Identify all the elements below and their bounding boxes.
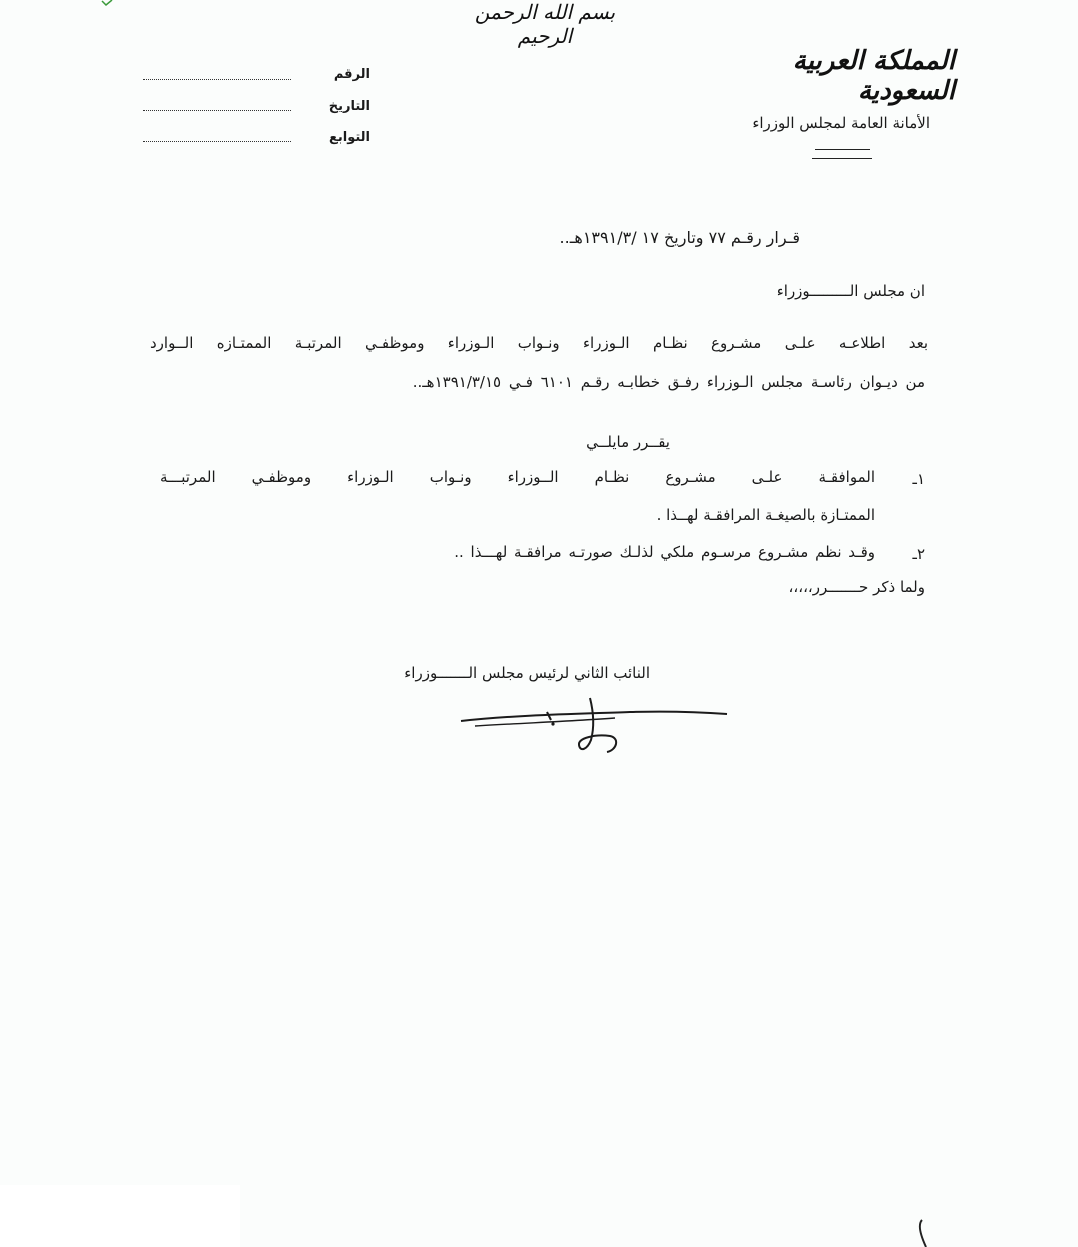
item-2-text: وقـد نظم مشـروع مرسـوم ملكي لذلـك صورتـه مرافقـة لهـــذا ..	[454, 543, 875, 561]
attachments-label: التوابع	[328, 130, 370, 145]
closing-line: ولما ذكر حـــــــرر،،،،،	[788, 578, 925, 596]
basmala-header: بسم الله الرحمن الرحيم	[474, 0, 616, 48]
signatory-title: النائب الثاني لرئيس مجلس الـــــــوزراء	[404, 664, 650, 682]
secretariat-title: الأمانة العامة لمجلس الوزراء	[752, 114, 930, 132]
preamble-line-2: من ديـوان رئاسـة مجلس الـوزراء رفـق خطابـه رقـم ٦١٠١ فـي ١٣٩١/٣/١٥هـ..	[412, 373, 925, 391]
preamble-line-1: بعد اطلاعـه علـى مشـروع نظـام الـوزراء ونـواب الـوزراء وموظفـي المرتبـة الممتـازه الــوارد	[150, 334, 928, 352]
handwritten-signature	[455, 690, 735, 760]
scan-shade	[0, 1185, 240, 1247]
number-field	[143, 79, 291, 80]
item-number: ٢ـ	[912, 545, 925, 563]
number-label: الرقم	[333, 67, 370, 82]
attachments-field	[143, 141, 291, 142]
green-mark-icon	[100, 0, 114, 6]
divider	[812, 158, 872, 159]
divider	[815, 149, 870, 150]
date-label: التاريخ	[328, 99, 370, 114]
decision-heading: قـرار رقـم ٧٧ وتاريخ ١٧ /١٣٩١/٣هـ..	[559, 228, 800, 247]
kingdom-logo-calligraphy: المملكة العربية السعودية	[792, 46, 955, 106]
date-field	[143, 110, 291, 111]
scan-edge-mark-icon	[912, 1218, 936, 1247]
item-1-line-1: الموافقـة علـى مشـروع نظـام الــوزراء ونـواب الـوزراء وموظفـي المرتبـــة	[160, 468, 875, 486]
council-intro: ان مجلس الـــــــــوزراء	[776, 282, 925, 300]
decides-heading: يقــرر مايلــي	[586, 433, 670, 451]
item-1-line-2: الممتـازة بالصيغـة المرافقـة لهــذا .	[656, 506, 875, 524]
item-number: ١ـ	[912, 470, 925, 488]
